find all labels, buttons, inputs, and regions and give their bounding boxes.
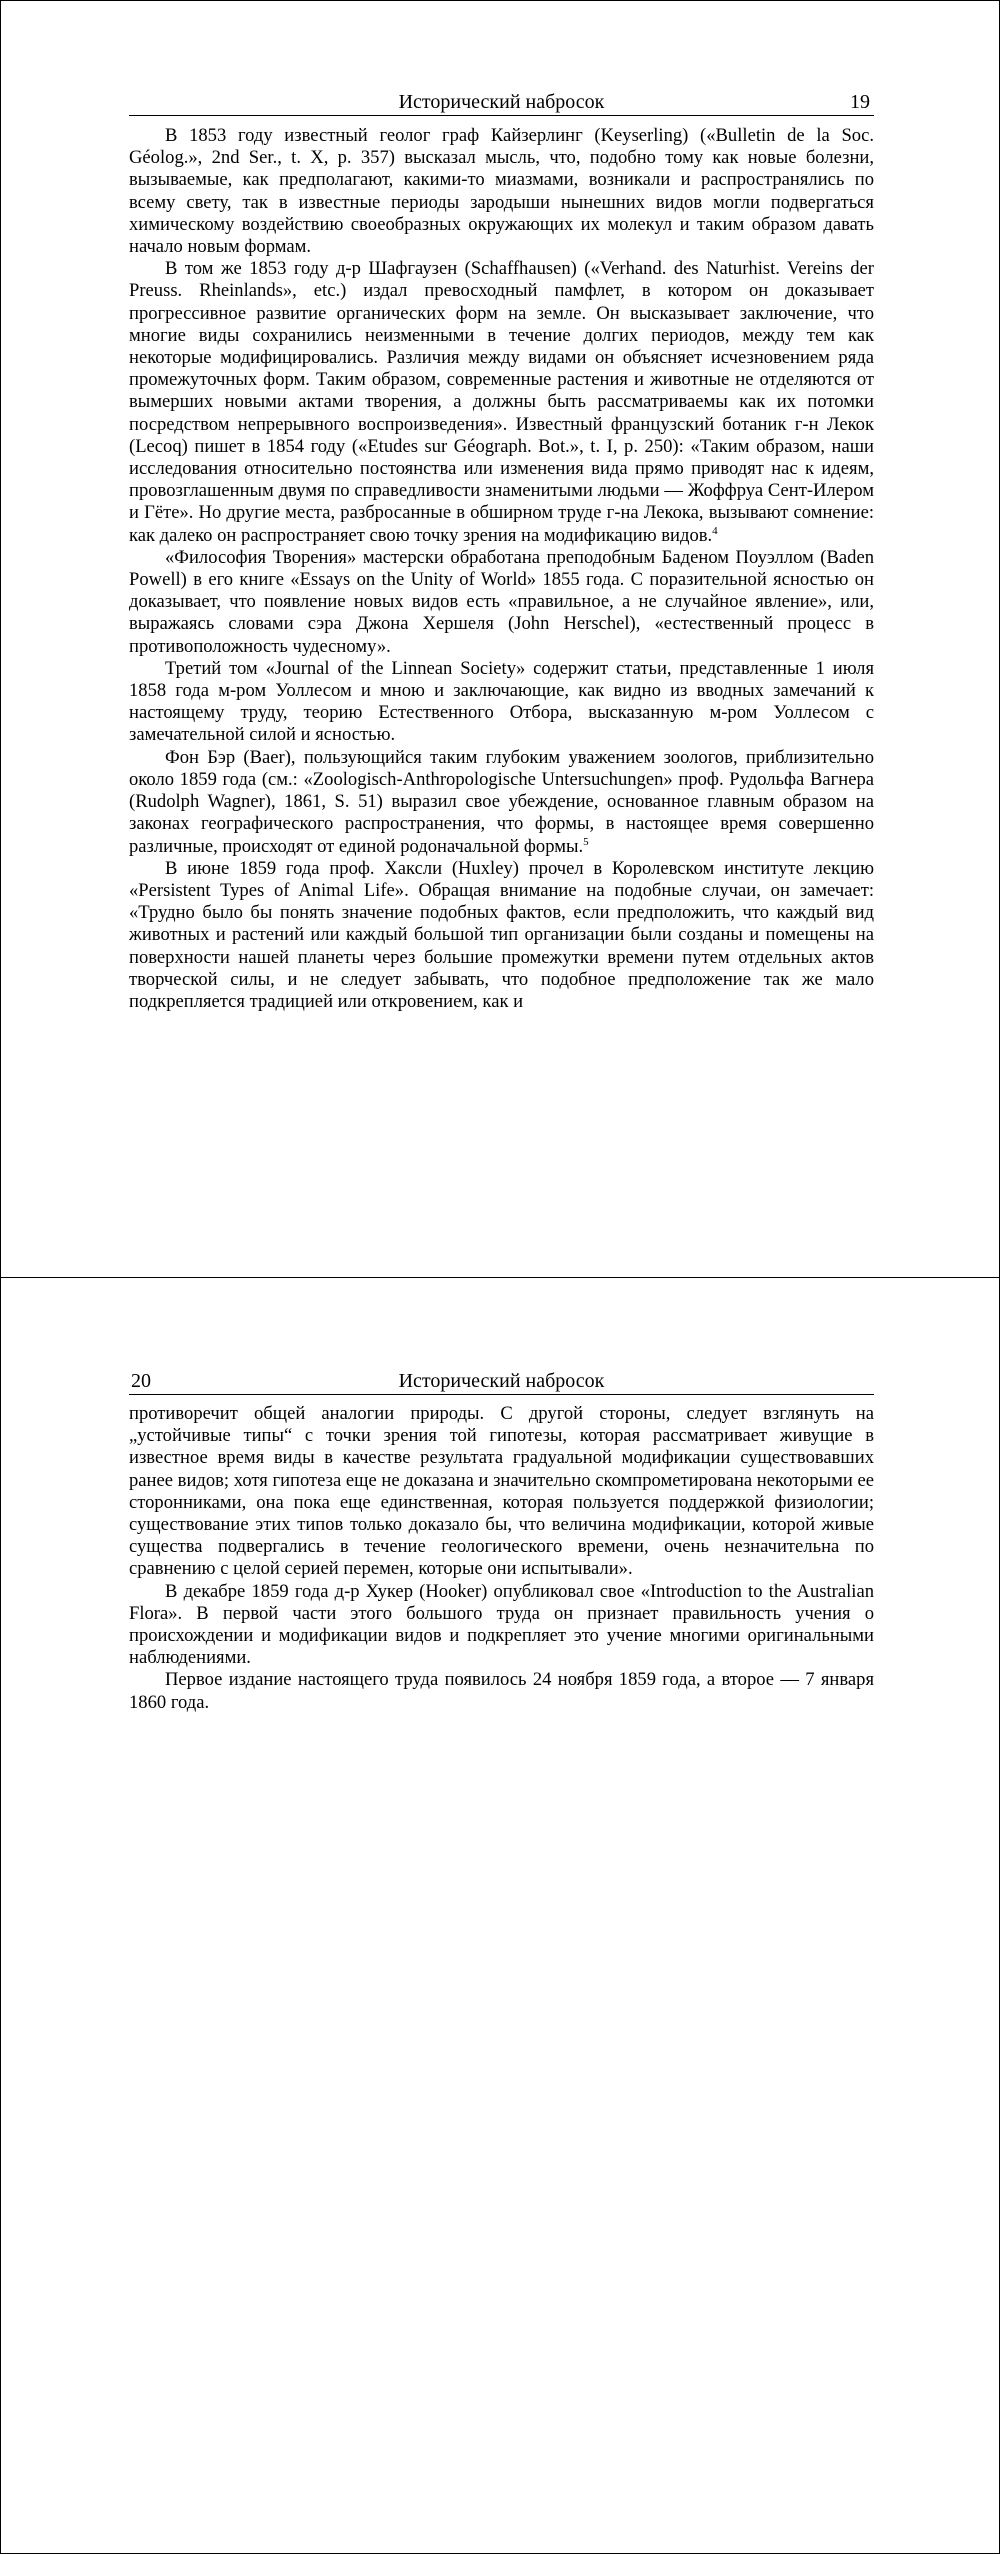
paragraph-text: В том же 1853 году д-р Шафгаузен (Schaffhausen) («Verhand. des Naturhist. Vereins der Preuss. Rheinlands», etc.) издал превосходный памфлет, в котором он доказывает прогрессивное развитие органических форм на земле. Он высказывает заключение, что многие виды сохранились неизменными в течение долгих периодов, между тем как некоторые модифицировались. Различия между видами он объясняет исчезновением ряда промежуточных форм. Таким образом, современные растения и животные не отделяются от вымерших новыми актами творения, а должны быть рассматриваемы как их потомки посредством непрерывного воспроизведения». Известный французский ботаник г-н Лекок (Lecoq) пишет в 1854 году («Etudes sur Géograph. Bot.», t. I, p. 250): «Таким образом, наши исследования относительно постоянства или изменения вида прямо приводят нас к идеям, провозглашенным двумя по справедливости знаменитыми людьми — Жоффруа Сент-Илером и Гёте». Но другие места, разбросанные в обширном труде г-на Лекока, вызывают сомнение: как далеко он распространяет свою точку зрения на модификацию видов. [129, 258, 874, 546]
paragraph [129, 747, 874, 858]
page-number: 19 [850, 91, 870, 113]
body-text [129, 1403, 874, 1714]
paragraph-text: Первое издание настоящего труда появилось 24 ноября 1859 года, а второе — 7 января 1860 года. [129, 1669, 874, 1713]
paragraph-text: Третий том «Journal of the Linnean Society» содержит статьи, представленные 1 июля 1858 года м-ром Уоллесом и мною и заключающие, как видно из вводных замечаний к настоящему труду, теорию Естественного Отбора, высказанную м-ром Уоллесом с замечательной силой и ясностью. [129, 657, 874, 746]
footnote-marker: 4 [712, 524, 718, 537]
paragraph-text: В 1853 году известный геолог граф Кайзерлинг (Keyserling) («Bulletin de la Soc. Géolog.», 2nd Ser., t. X, p. 357) высказал мысль, что, подобно тому как новые болезни, вызываемые, как предполагают, какими-то миазмами, возникали и распространялись по всему свету, так в известные периоды зародыши нынешних видов могли подвергаться химическому воздействию своеобразных окружающих их молекул и таким образом давать начало новым формам. [129, 125, 874, 258]
running-title: Исторический набросок [398, 91, 605, 113]
page-19 [0, 0, 1000, 1278]
paragraph [129, 125, 874, 258]
paragraph [129, 658, 874, 747]
page-number: 20 [131, 1370, 151, 1392]
paragraph [129, 1403, 874, 1581]
paragraph-text: В декабре 1859 года д-р Хукер (Hooker) опубликовал свое «Introduction to the Australian Flora». В первой части этого большого труда он признает правильность учения о происхождении и модификации видов и подкрепляет это учение многими оригинальными наблюдениями. [129, 1580, 874, 1669]
page-header [129, 89, 874, 116]
paragraph [129, 1581, 874, 1670]
paragraph-text: противоречит общей аналогии природы. С другой стороны, следует взглянуть на „устойчивые типы“ с точки зрения той гипотезы, которая рассматривает живущие в известное время виды в качестве результата градуальной модификации существовавших ранее видов; хотя гипотеза еще не доказана и значительно скомпрометирована некоторыми ее сторонниками, она пока еще единственная, которая пользуется поддержкой физиологии; существование этих типов только доказало бы, что величина модификации, которой живые существа подвергались в течение геологического времени, очень незначительна по сравнению с целой серией перемен, которые они испытывали». [129, 1403, 874, 1580]
paragraph [129, 547, 874, 658]
page-20 [0, 1277, 1000, 2554]
page-header [129, 1368, 874, 1395]
paragraph-text: «Философия Творения» мастерски обработана преподобным Баденом Поуэллом (Baden Powell) в его книге «Essays on the Unity of World» 1855 года. С поразительной ясностью он доказывает, что появление новых видов есть «правильное, а не случайное явление», или, выражаясь словами сэра Джона Хершеля (John Herschel), «естественный процесс в противоположность чудесному». [129, 546, 874, 657]
paragraph [129, 1669, 874, 1713]
footnote-marker: 5 [583, 835, 589, 848]
running-title: Исторический набросок [398, 1370, 605, 1392]
paragraph [129, 258, 874, 547]
paragraph-text: Фон Бэр (Baer), пользующийся таким глубоким уважением зоологов, приблизительно около 1859 года (см.: «Zoologisch-Anthropologische Untersuchungen» проф. Рудольфа Вагнера (Rudolph Wagner), 1861, S. 51) выразил свое убеждение, основанное главным образом на законах географического распространения, что формы, в настоящее время совершенно различные, происходят от единой родоначальной формы. [129, 746, 874, 857]
paragraph [129, 858, 874, 1013]
body-text [129, 125, 874, 1013]
paragraph-text: В июне 1859 года проф. Хаксли (Huxley) прочел в Королевском институте лекцию «Persistent Types of Animal Life». Обращая внимание на подобные случаи, он замечает: «Трудно было бы понять значение подобных фактов, если предположить, что каждый вид животных и растений или каждый большой тип организации были созданы и помещены на поверхности нашей планеты через большие промежутки времени путем отдельных актов творческой силы, и не следует забывать, что подобное предположение так же мало подкрепляется традицией или откровением, как и [129, 857, 874, 1012]
